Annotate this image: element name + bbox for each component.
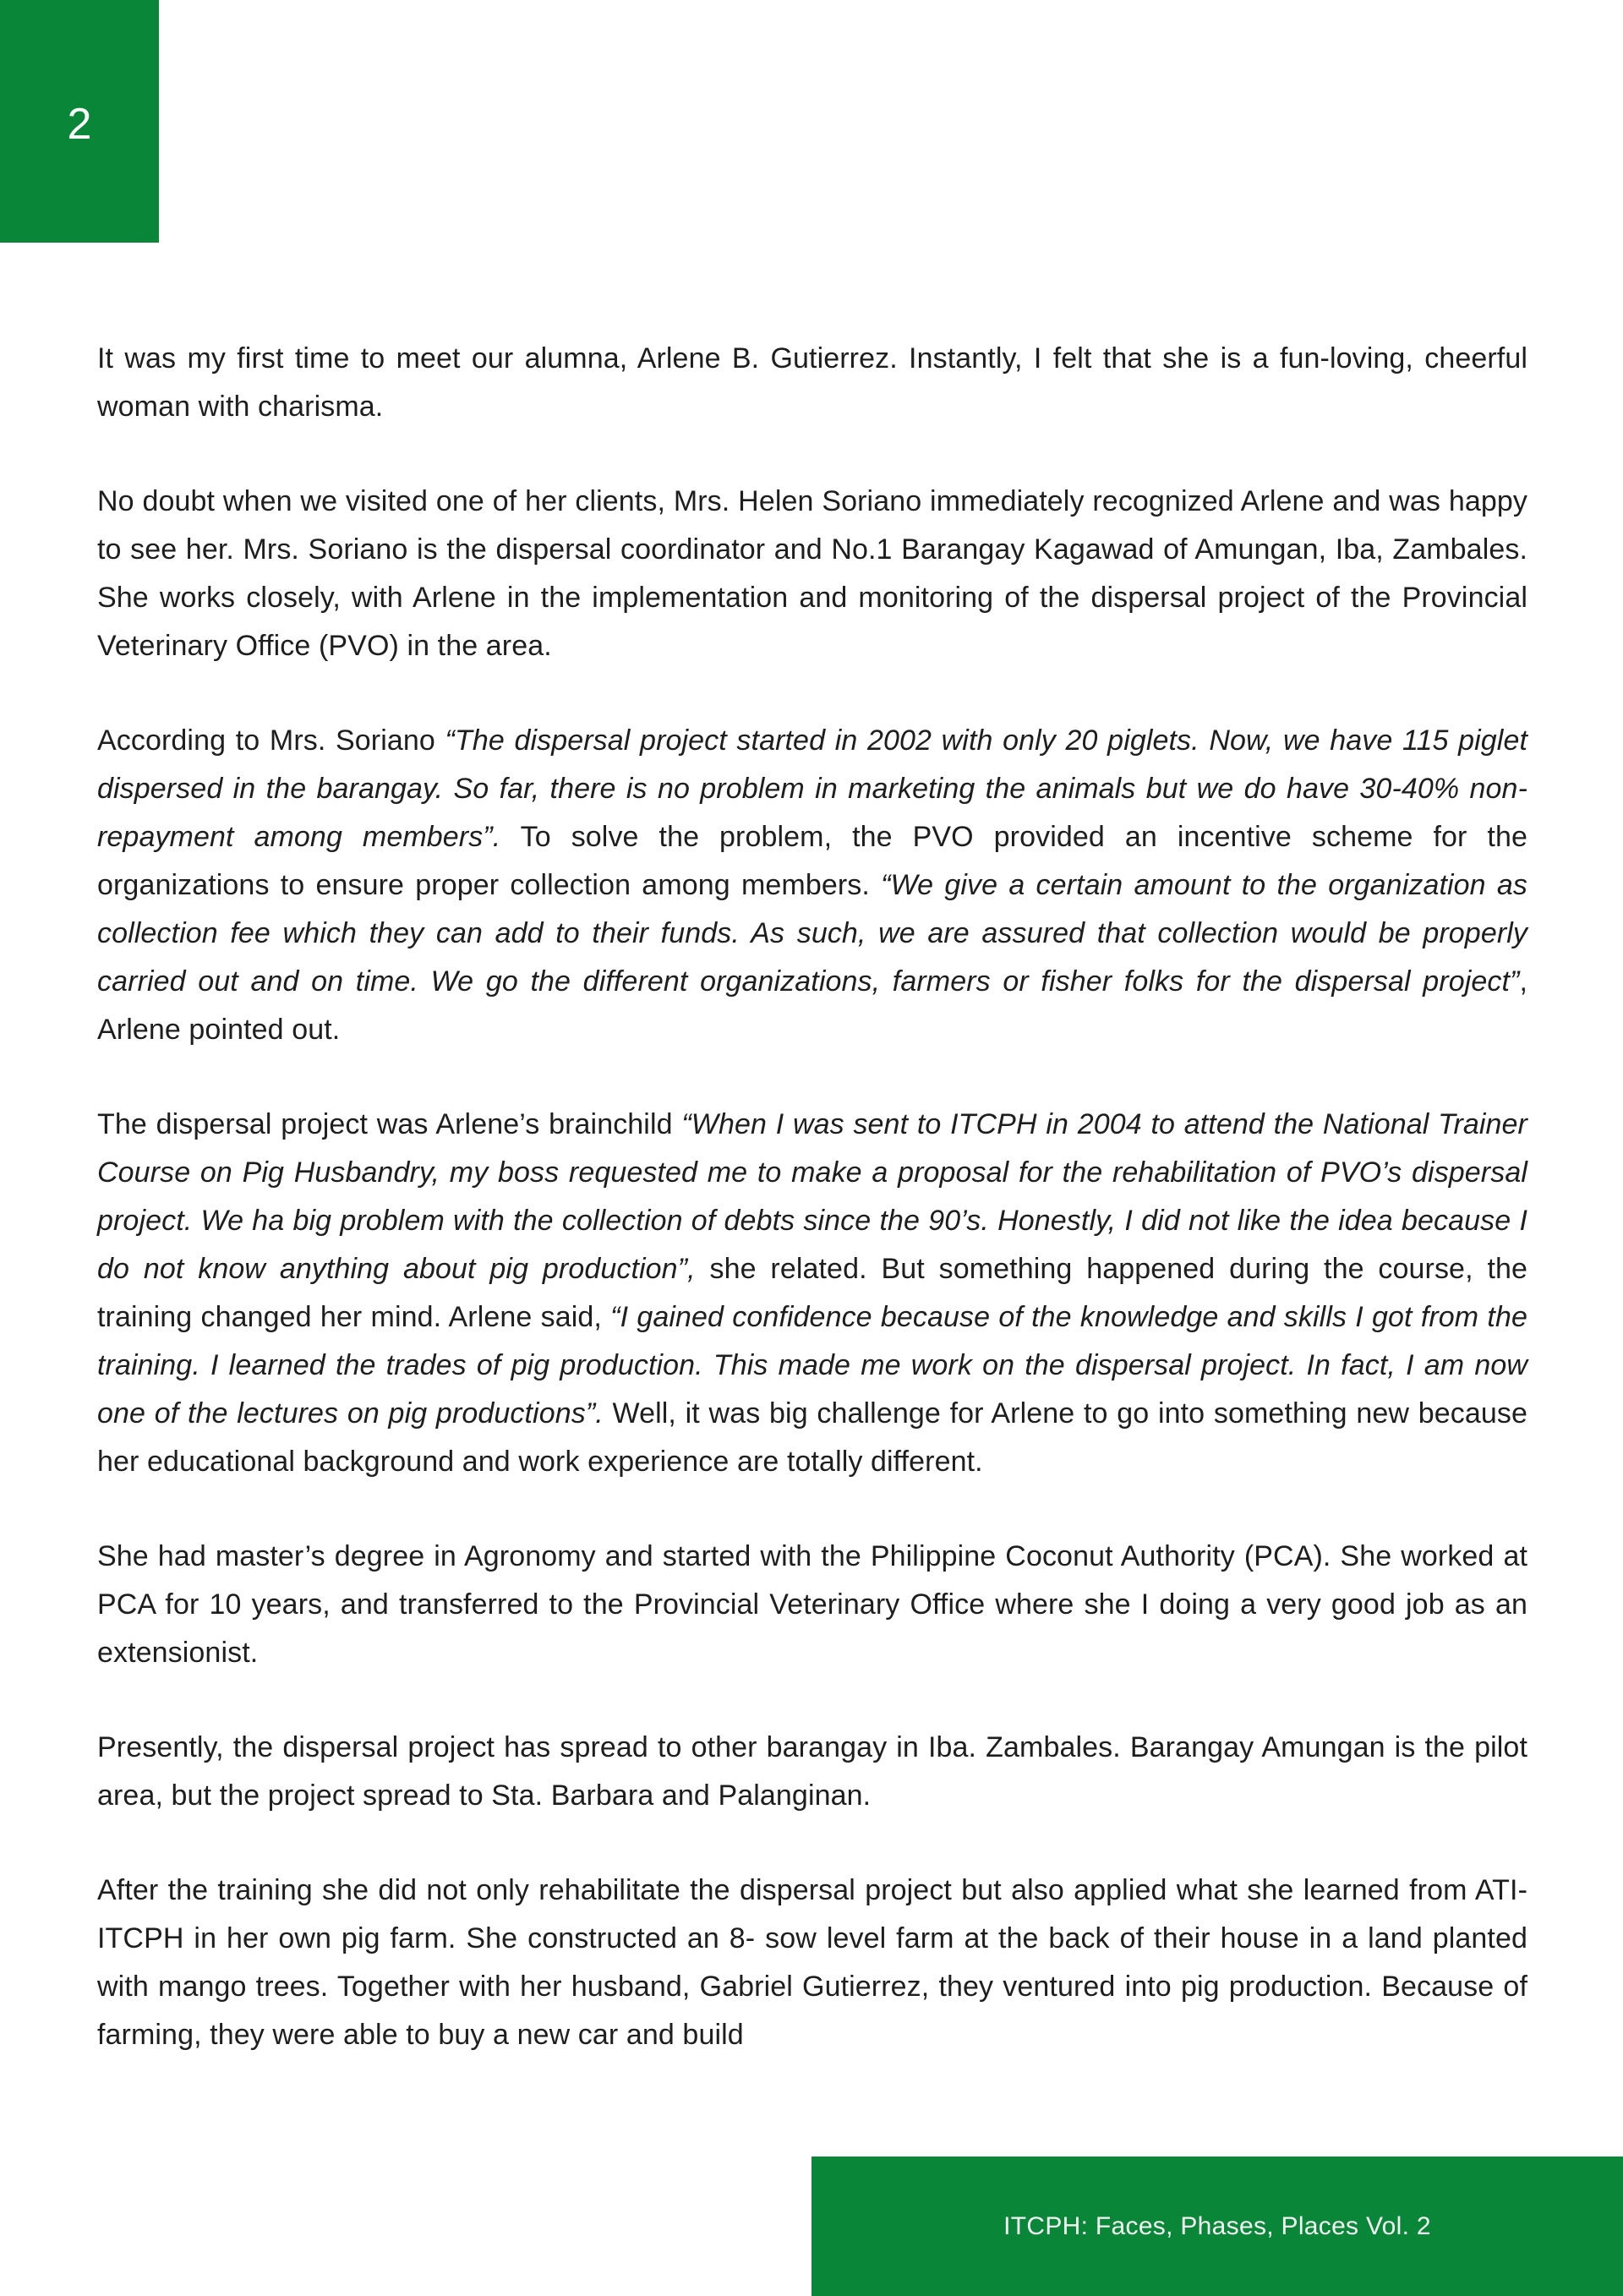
quote-run: “I gained confidence because of the knowledge and skills I got from the training. I learned the trades of pig production. This made me work on the dispersal project. In fact, I am now one of the lectures on pig productions”. [97,1301,1527,1430]
quote-run: “When I was sent to ITCPH in 2004 to attend the National Trainer Course on Pig Husbandry, my boss requested me to make a proposal for the rehabilitation of PVO’s dispersal project. We ha big problem with the collection of debts since the 90’s. Honestly, I did not like the idea because I do not know anything about pig production”, [97,1108,1527,1285]
footer-title: ITCPH: Faces, Phases, Places Vol. 2 [1003,2211,1431,2240]
footer-bar [812,2157,1623,2296]
quote-run: “We give a certain amount to the organization as collection fee which they can add to their funds. As such, we are assured that collection would be properly carried out and on time. We go the different organizations, farmers or fisher folks for the dispersal project” [97,869,1527,998]
text-run: , Arlene pointed out. [97,965,1527,1046]
text-run: After the training she did not only rehabilitate the dispersal project but also applied what she learned from ATI-ITCPH in her own pig farm. She constructed an 8- sow level farm at the back of their house in a land planted with mango trees. Together with her husband, Gabriel Gutierrez, they ventured into pig production. Because of farming, they were able to buy a new car and build [97,1874,1527,2051]
paragraph [97,717,1527,1054]
page-number-badge [0,0,159,243]
text-run: She had master’s degree in Agronomy and started with the Philippine Coconut Authority (PCA). She worked at PCA for 10 years, and transferred to the Provincial Veterinary Office where she I doing a very good job as an extensionist. [97,1540,1527,1669]
text-run: No doubt when we visited one of her clients, Mrs. Helen Soriano immediately recognized Arlene and was happy to see her. Mrs. Soriano is the dispersal coordinator and No.1 Barangay Kagawad of Amungan, Iba, Zambales. She works closely, with Arlene in the implementation and monitoring of the dispersal project of the Provincial Veterinary Office (PVO) in the area. [97,485,1527,662]
text-run: It was my first time to meet our alumna, Arlene B. Gutierrez. Instantly, I felt that she is a fun-loving, cheerful woman with charisma. [97,342,1527,423]
text-run: she related. But something happened during the course, the training changed her mind. Arlene said, [97,1253,1528,1333]
page-number: 2 [67,99,92,149]
paragraph [97,1867,1527,2059]
paragraph [97,1724,1527,1820]
text-run: According to Mrs. Soriano [97,724,445,757]
paragraph [97,478,1527,670]
text-run: Well, it was big challenge for Arlene to go into something new because her educational background and work experience are totally different. [97,1397,1528,1478]
paragraph [97,1101,1527,1486]
text-run: Presently, the dispersal project has spread to other barangay in Iba. Zambales. Barangay Amungan is the pilot area, but the project spread to Sta. Barbara and Palanginan. [97,1731,1527,1812]
paragraph [97,1533,1527,1677]
paragraph [97,335,1527,431]
quote-run: “The dispersal project started in 2002 with only 20 piglets. Now, we have 115 piglet dispersed in the barangay. So far, there is no problem in marketing the animals but we do have 30-40% non-repayment among members”. [97,724,1527,853]
text-run: The dispersal project was Arlene’s brainchild [97,1108,682,1140]
text-run: To solve the problem, the PVO provided an incentive scheme for the organizations to ensure proper collection among members. [97,821,1527,901]
article-body [97,335,1527,2059]
